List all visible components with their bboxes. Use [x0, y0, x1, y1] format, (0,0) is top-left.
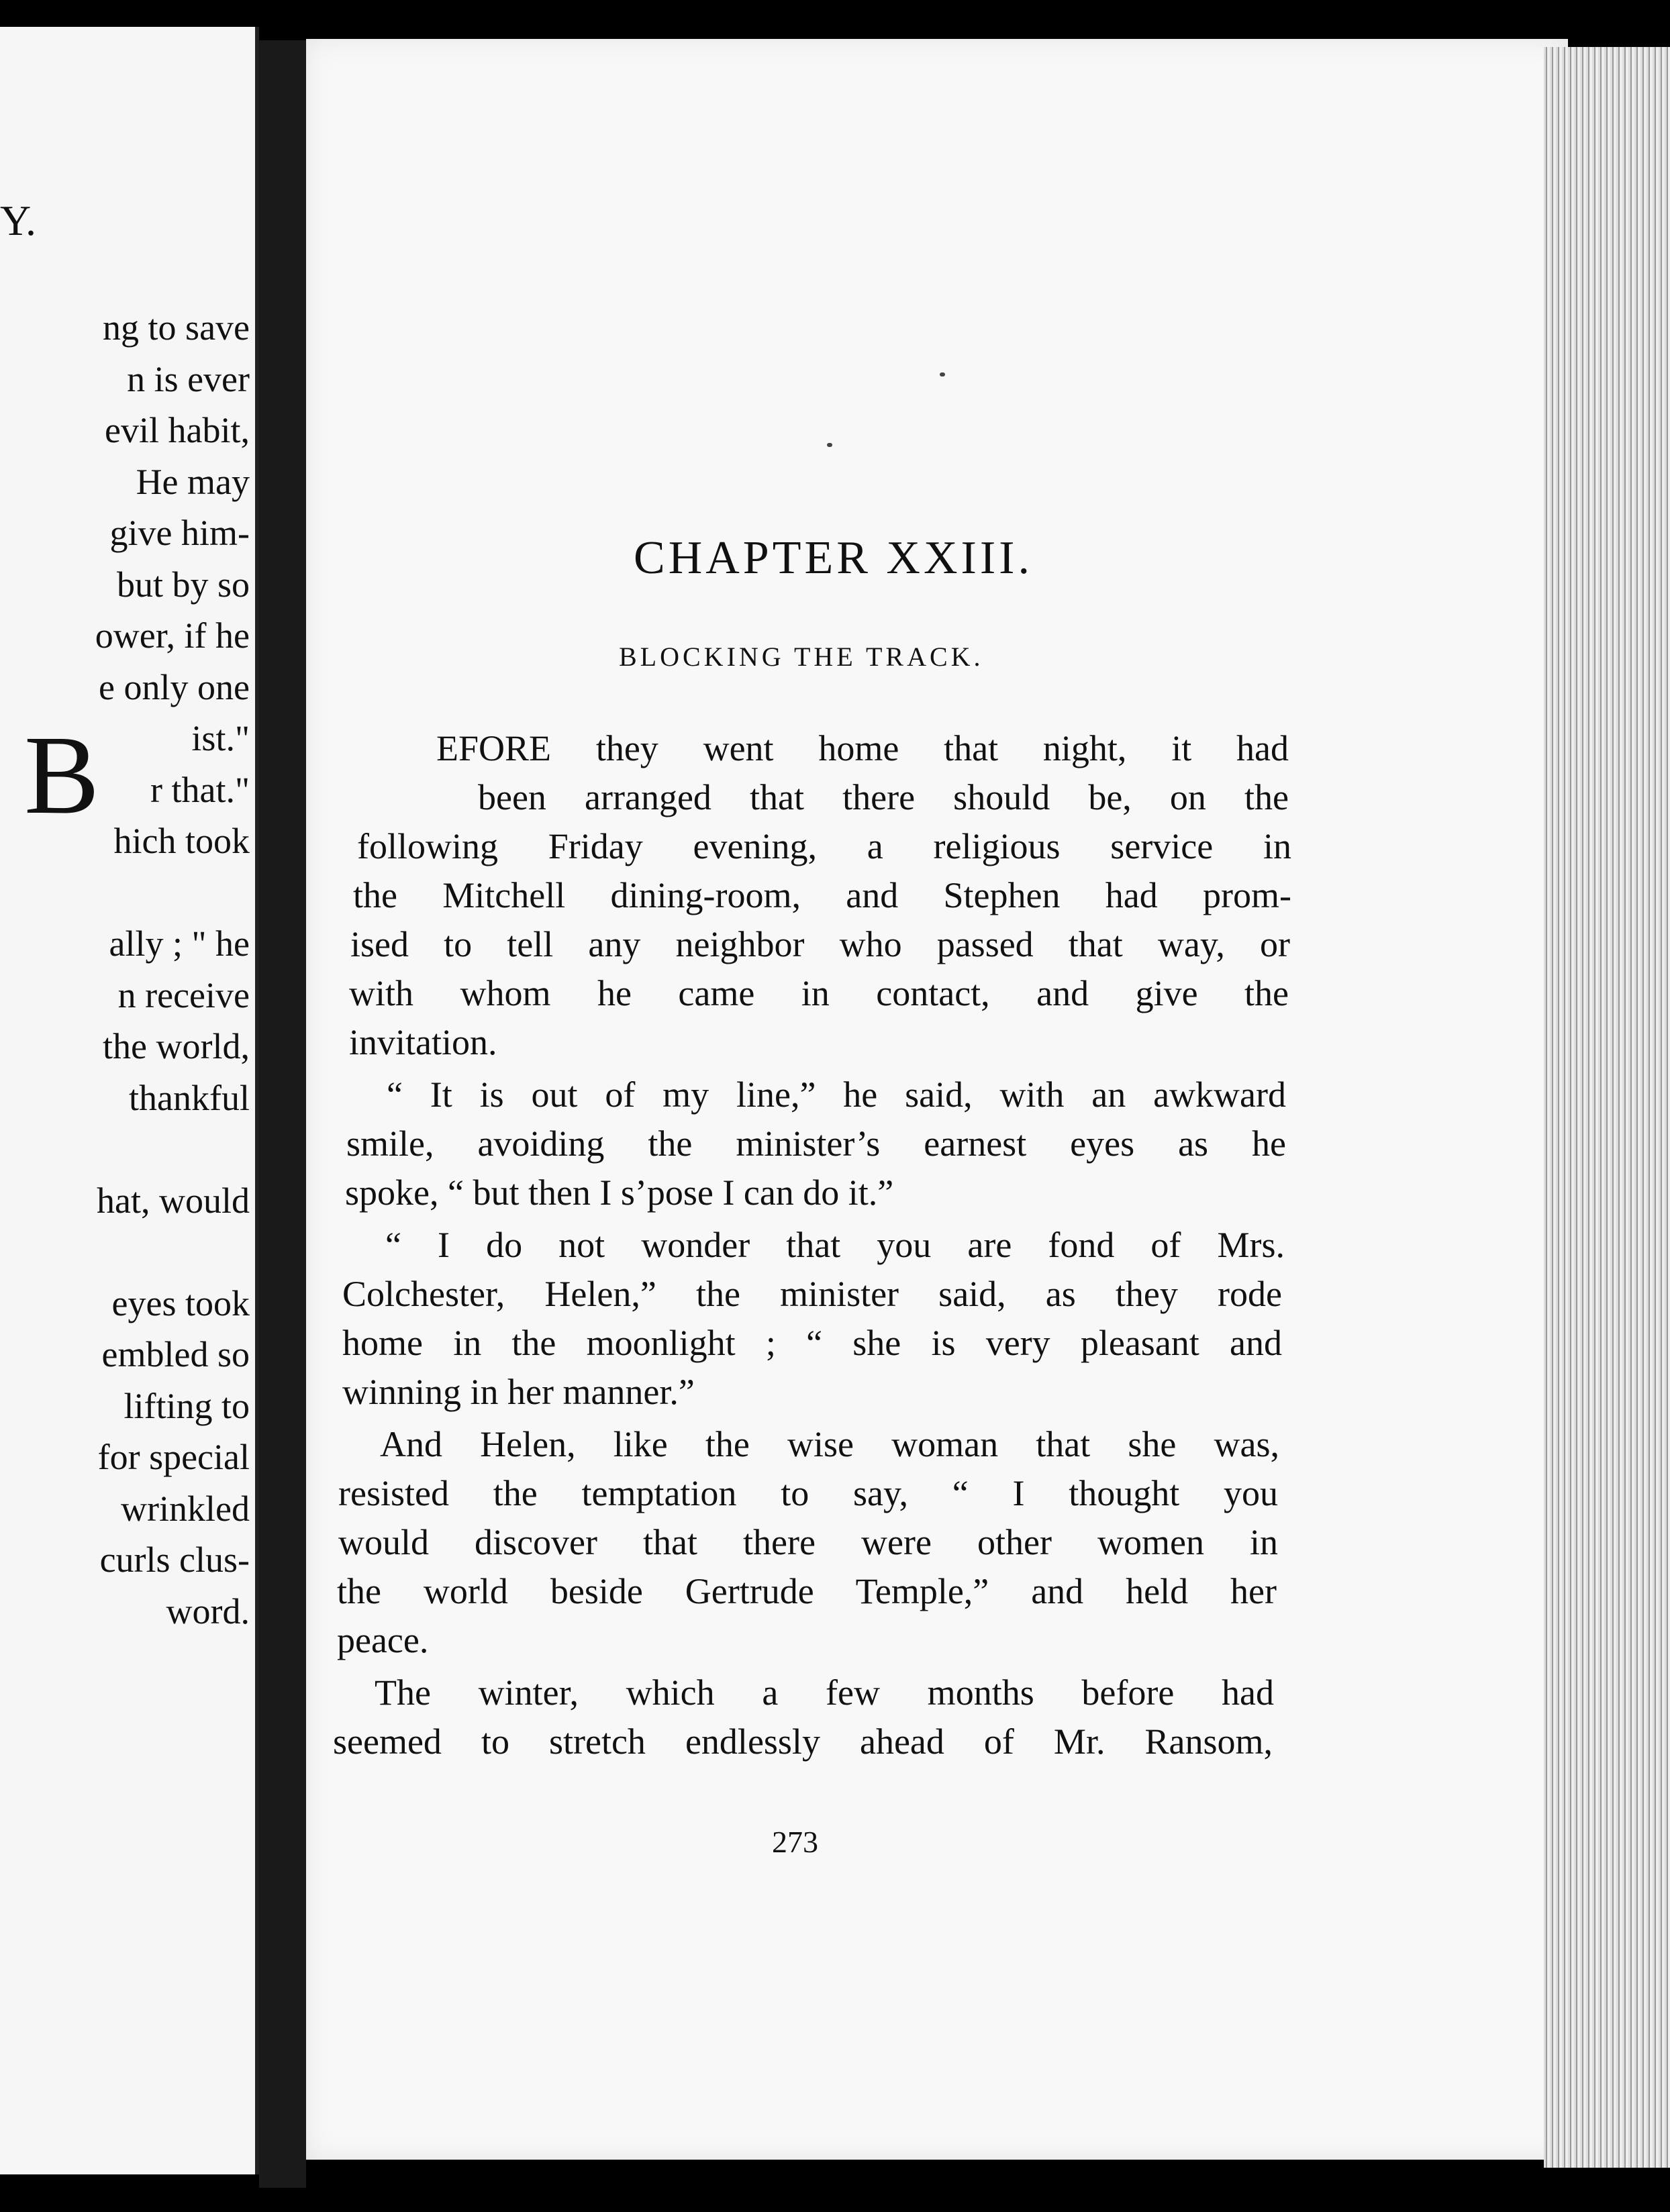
body-text-line: invitation. — [349, 1022, 497, 1062]
left-page-line: give him- — [109, 513, 250, 553]
left-page-line: e only one — [99, 666, 250, 707]
left-page-line: the world, — [103, 1026, 250, 1066]
left-page-line — [95, 1226, 250, 1278]
body-text-line: the world beside Gertrude Temple,” and held her — [337, 1571, 1277, 1611]
body-text-line: ised to tell any neighbor who passed that way, or — [350, 924, 1290, 964]
left-page-line: wrinkled — [121, 1488, 250, 1529]
left-page-line — [95, 867, 250, 919]
left-page-line: curls clus- — [99, 1540, 250, 1580]
body-text-line: been arranged that there should be, on the — [478, 777, 1289, 817]
left-page-line: ist." — [191, 718, 250, 758]
left-page-line: lifting to — [124, 1385, 250, 1426]
body-text-line: resisted the temptation to say, “ I thought you — [338, 1473, 1278, 1513]
body-text-line: following Friday evening, a religious service in — [357, 826, 1291, 866]
body-text-line: “ It is out of my line,” he said, with an awkward — [387, 1074, 1286, 1115]
left-page-line: for special — [97, 1437, 250, 1477]
left-page-line: thankful — [129, 1077, 250, 1118]
left-page-line: r that." — [150, 769, 250, 810]
chapter-subtitle: BLOCKING THE TRACK. — [619, 642, 984, 672]
book-spine — [259, 40, 306, 2188]
drop-cap: B — [24, 713, 100, 838]
left-page-line: but by so — [116, 564, 250, 605]
body-text-line: The winter, which a few months before had — [375, 1672, 1274, 1713]
body-text-line: home in the moonlight ; “ she is very pleasant and — [342, 1323, 1282, 1363]
left-page-line: ower, if he — [95, 615, 250, 656]
left-page-line: ng to save — [103, 307, 250, 348]
chapter-title: CHAPTER XXIII. — [634, 532, 1033, 584]
left-page-fragment — [0, 27, 259, 2174]
ink-speck — [827, 443, 832, 447]
left-page-line: evil habit, — [105, 410, 250, 450]
body-text-line: winning in her manner.” — [342, 1372, 695, 1412]
body-text-line: Colchester, Helen,” the minister said, as they rode — [342, 1274, 1282, 1314]
body-text-line: would discover that there were other women in — [338, 1522, 1278, 1562]
page-edges — [1544, 47, 1670, 2168]
ink-speck — [940, 372, 945, 376]
left-page-line: embled so — [101, 1334, 250, 1374]
left-page-line: word. — [166, 1591, 250, 1631]
body-text-line: peace. — [337, 1620, 429, 1660]
body-text-line: the Mitchell dining-room, and Stephen had prom- — [353, 875, 1291, 915]
body-text-line: spoke, “ but then I s’pose I can do it.” — [345, 1172, 894, 1213]
left-page-line: n is ever — [127, 358, 250, 399]
page-number: 273 — [772, 1825, 818, 1859]
body-text-line: EFORE they went home that night, it had — [436, 728, 1289, 768]
body-text-line: And Helen, like the wise woman that she was, — [380, 1424, 1279, 1464]
left-page-line: hich took — [113, 821, 250, 861]
left-page-text — [95, 302, 250, 1637]
left-page-line — [95, 1123, 250, 1175]
left-page-line: He may — [136, 461, 250, 502]
left-page-line: hat, would — [97, 1180, 250, 1221]
left-page-line: ally ; " he — [109, 923, 250, 964]
body-text-line: seemed to stretch endlessly ahead of Mr. Ransom, — [333, 1721, 1273, 1762]
body-text-line: “ I do not wonder that you are fond of Mrs. — [385, 1225, 1285, 1265]
left-page-line: eyes took — [111, 1283, 250, 1323]
left-page-header-fragment: Y. — [0, 197, 36, 244]
left-page-line: n receive — [117, 974, 250, 1015]
body-text-line: with whom he came in contact, and give the — [349, 973, 1289, 1013]
body-text-line: smile, avoiding the minister’s earnest eyes as he — [346, 1123, 1286, 1164]
